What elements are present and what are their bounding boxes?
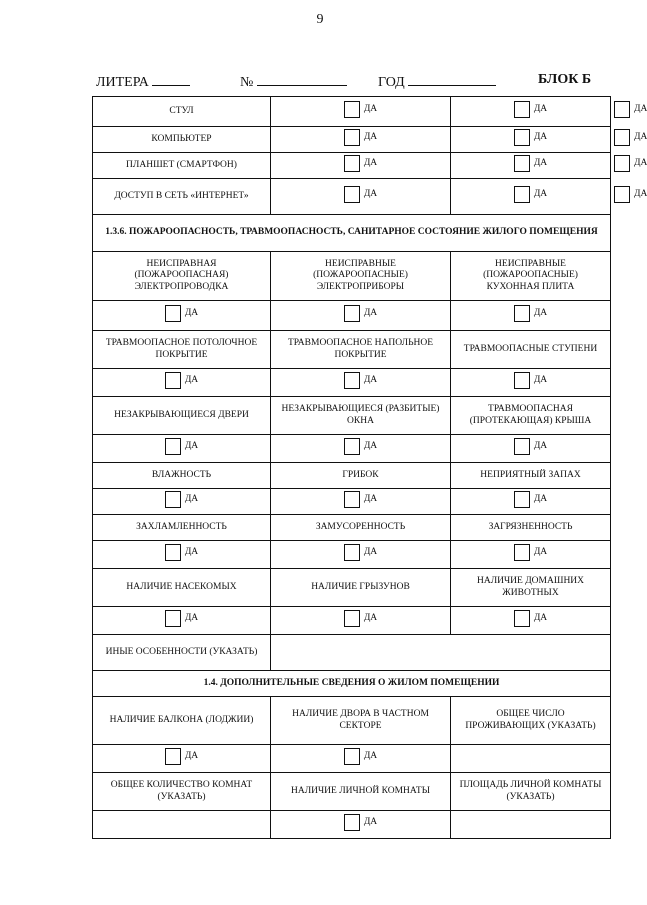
device-label: КОМПЬЮТЕР xyxy=(93,127,271,153)
checkbox-icon[interactable] xyxy=(514,372,530,389)
other-features-label: ИНЫЕ ОСОБЕННОСТИ (УКАЗАТЬ) xyxy=(93,635,271,671)
checkbox-icon[interactable] xyxy=(614,101,630,118)
yes-checkbox[interactable] xyxy=(344,438,377,455)
extra-label-row xyxy=(93,773,611,811)
checkbox-icon[interactable] xyxy=(165,305,181,322)
device-row xyxy=(93,153,611,179)
checkbox-icon[interactable] xyxy=(344,372,360,389)
checkbox-icon[interactable] xyxy=(165,544,181,561)
yes-label: ДА xyxy=(533,440,548,451)
litera-field[interactable] xyxy=(96,72,190,91)
hazard-label-row xyxy=(93,252,611,301)
yes-checkbox[interactable] xyxy=(344,129,377,146)
checkbox-icon[interactable] xyxy=(344,491,360,508)
yes-checkbox[interactable] xyxy=(514,101,547,118)
own-room-checkbox-cell xyxy=(271,811,451,839)
yes-label: ДА xyxy=(634,157,647,168)
checkbox-icon[interactable] xyxy=(514,305,530,322)
yes-label: ДА xyxy=(363,157,378,168)
yes-label: ДА xyxy=(634,131,647,142)
hazard-label-row xyxy=(93,569,611,607)
yes-checkbox-cell xyxy=(451,97,611,127)
survey-table xyxy=(92,96,647,839)
yes-label: ДА xyxy=(363,750,378,761)
device-label: СТУЛ xyxy=(93,97,271,127)
hazard-label: НЕЗАКРЫВАЮЩИЕСЯ ДВЕРИ xyxy=(93,397,271,435)
yes-checkbox[interactable] xyxy=(165,372,198,389)
yes-checkbox-cell xyxy=(93,541,271,569)
yes-checkbox-cell xyxy=(93,369,271,397)
hazard-checkbox-row xyxy=(93,369,611,397)
yes-checkbox-cell xyxy=(271,153,451,179)
hazard-label: ЗАХЛАМЛЕННОСТЬ xyxy=(93,515,271,541)
checkbox-icon[interactable] xyxy=(344,186,360,203)
device-label: ДОСТУП В СЕТЬ «ИНТЕРНЕТ» xyxy=(93,179,271,215)
checkbox-icon[interactable] xyxy=(344,155,360,172)
yes-checkbox-cell xyxy=(451,153,611,179)
hazard-label: НЕИСПРАВНАЯ (ПОЖАРООПАСНАЯ) ЭЛЕКТРОПРОВОДКА xyxy=(93,252,271,301)
yard-label: НАЛИЧИЕ ДВОРА В ЧАСТНОМ СЕКТОРЕ xyxy=(271,697,451,745)
device-label: ПЛАНШЕТ (СМАРТФОН) xyxy=(93,153,271,179)
litera-line xyxy=(152,72,190,86)
hazard-label: НЕИСПРАВНЫЕ (ПОЖАРООПАСНЫЕ) КУХОННАЯ ПЛИТА xyxy=(451,252,611,301)
yes-label: ДА xyxy=(533,493,548,504)
hazard-label-row xyxy=(93,397,611,435)
balcony-label: НАЛИЧИЕ БАЛКОНА (ЛОДЖИИ) xyxy=(93,697,271,745)
hazard-label: НАЛИЧИЕ НАСЕКОМЫХ xyxy=(93,569,271,607)
yes-label: ДА xyxy=(634,103,647,114)
yes-checkbox[interactable] xyxy=(165,491,198,508)
yes-label: ДА xyxy=(363,188,378,199)
hazard-label: НАЛИЧИЕ ГРЫЗУНОВ xyxy=(271,569,451,607)
checkbox-icon[interactable] xyxy=(344,101,360,118)
yes-checkbox[interactable] xyxy=(514,186,547,203)
yes-label: ДА xyxy=(533,546,548,557)
year-field[interactable] xyxy=(378,72,496,91)
yes-checkbox[interactable] xyxy=(344,155,377,172)
yes-label: ДА xyxy=(363,374,378,385)
yes-checkbox[interactable] xyxy=(165,544,198,561)
checkbox-icon[interactable] xyxy=(165,372,181,389)
section-row xyxy=(93,671,611,697)
year-line xyxy=(408,72,496,86)
checkbox-icon[interactable] xyxy=(514,101,530,118)
yes-checkbox[interactable] xyxy=(344,305,377,322)
yes-checkbox-cell xyxy=(93,435,271,463)
yes-label: ДА xyxy=(363,307,378,318)
yes-checkbox[interactable] xyxy=(514,129,547,146)
balcony-yes-checkbox[interactable] xyxy=(165,748,198,765)
number-line xyxy=(257,72,347,86)
yes-label: ДА xyxy=(184,612,199,623)
yes-checkbox[interactable] xyxy=(614,129,647,146)
yes-checkbox-cell xyxy=(451,127,611,153)
yes-checkbox-cell xyxy=(271,127,451,153)
checkbox-icon[interactable] xyxy=(344,129,360,146)
block-label: БЛОК Б xyxy=(538,72,592,87)
yes-label: ДА xyxy=(533,374,548,385)
own-room-area-label: ПЛОЩАДЬ ЛИЧНОЙ КОМНАТЫ (УКАЗАТЬ) xyxy=(451,773,611,811)
hazard-label: ТРАВМООПАСНОЕ НАПОЛЬНОЕ ПОКРЫТИЕ xyxy=(271,331,451,369)
yes-label: ДА xyxy=(363,440,378,451)
own-room-yes-checkbox[interactable] xyxy=(344,814,377,831)
hazard-label-row xyxy=(93,331,611,369)
yes-label: ДА xyxy=(363,103,378,114)
litera-label: ЛИТЕРА xyxy=(96,75,149,90)
device-row xyxy=(93,97,611,127)
yes-checkbox-cell xyxy=(271,97,451,127)
hazard-label: ЗАМУСОРЕННОСТЬ xyxy=(271,515,451,541)
yes-checkbox-cell xyxy=(451,301,611,331)
other-features-input[interactable] xyxy=(271,635,611,671)
checkbox-icon[interactable] xyxy=(344,748,360,765)
hazard-label: ТРАВМООПАСНЫЕ СТУПЕНИ xyxy=(451,331,611,369)
yes-label: ДА xyxy=(363,131,378,142)
yes-checkbox-cell xyxy=(271,301,451,331)
hazard-label: ЗАГРЯЗНЕННОСТЬ xyxy=(451,515,611,541)
hazard-label-row xyxy=(93,463,611,489)
number-field[interactable] xyxy=(240,72,347,91)
checkbox-icon[interactable] xyxy=(344,544,360,561)
yes-label: ДА xyxy=(184,307,199,318)
checkbox-icon[interactable] xyxy=(344,305,360,322)
yes-checkbox-cell xyxy=(271,607,451,635)
yes-checkbox[interactable] xyxy=(614,101,647,118)
yes-label: ДА xyxy=(533,131,548,142)
yes-checkbox[interactable] xyxy=(514,372,547,389)
number-label: № xyxy=(240,75,254,90)
checkbox-icon[interactable] xyxy=(514,186,530,203)
yes-label: ДА xyxy=(363,816,378,827)
hazard-checkbox-row xyxy=(93,301,611,331)
hazard-label: НАЛИЧИЕ ДОМАШНИХ ЖИВОТНЫХ xyxy=(451,569,611,607)
residents-count-input[interactable] xyxy=(451,745,611,773)
yes-checkbox-cell xyxy=(451,435,611,463)
section-row xyxy=(93,215,611,252)
hazard-checkbox-row xyxy=(93,607,611,635)
yes-label: ДА xyxy=(363,612,378,623)
yes-checkbox-cell xyxy=(271,179,451,215)
section-heading-1-3-6: 1.3.6. ПОЖАРООПАСНОСТЬ, ТРАВМООПАСНОСТЬ, САНИТАРНОЕ СОСТОЯНИЕ ЖИЛОГО ПОМЕЩЕНИЯ xyxy=(93,215,611,252)
yes-checkbox[interactable] xyxy=(165,305,198,322)
page-number: 9 xyxy=(316,12,324,27)
checkbox-icon[interactable] xyxy=(165,748,181,765)
device-row xyxy=(93,179,611,215)
hazard-label: ТРАВМООПАСНОЕ ПОТОЛОЧНОЕ ПОКРЫТИЕ xyxy=(93,331,271,369)
yes-label: ДА xyxy=(184,750,199,761)
extra-label-row xyxy=(93,697,611,745)
yes-checkbox-cell xyxy=(93,301,271,331)
yard-checkbox-cell xyxy=(271,745,451,773)
yes-label: ДА xyxy=(184,546,199,557)
yes-checkbox-cell xyxy=(451,369,611,397)
extra-checkbox-row xyxy=(93,745,611,773)
yes-checkbox[interactable] xyxy=(514,438,547,455)
own-room-area-input[interactable] xyxy=(451,811,611,839)
yes-checkbox[interactable] xyxy=(514,155,547,172)
yes-checkbox-cell xyxy=(271,435,451,463)
yes-label: ДА xyxy=(533,188,548,199)
yes-checkbox[interactable] xyxy=(614,155,647,172)
checkbox-icon[interactable] xyxy=(514,129,530,146)
yes-label: ДА xyxy=(184,493,199,504)
yes-checkbox[interactable] xyxy=(344,491,377,508)
extra-checkbox-row xyxy=(93,811,611,839)
hazard-label: ТРАВМООПАСНАЯ (ПРОТЕКАЮЩАЯ) КРЫША xyxy=(451,397,611,435)
section-heading-1-4: 1.4. ДОПОЛНИТЕЛЬНЫЕ СВЕДЕНИЯ О ЖИЛОМ ПОМЕЩЕНИИ xyxy=(93,671,611,697)
yes-checkbox[interactable] xyxy=(344,610,377,627)
hazard-label: НЕЗАКРЫВАЮЩИЕСЯ (РАЗБИТЫЕ) ОКНА xyxy=(271,397,451,435)
hazard-label: НЕПРИЯТНЫЙ ЗАПАХ xyxy=(451,463,611,489)
yes-checkbox-cell xyxy=(451,489,611,515)
checkbox-icon[interactable] xyxy=(514,155,530,172)
checkbox-icon[interactable] xyxy=(614,186,630,203)
yes-label: ДА xyxy=(533,103,548,114)
yes-checkbox[interactable] xyxy=(344,544,377,561)
yes-checkbox[interactable] xyxy=(514,544,547,561)
yes-label: ДА xyxy=(363,546,378,557)
yard-yes-checkbox[interactable] xyxy=(344,748,377,765)
yes-checkbox[interactable] xyxy=(344,186,377,203)
yes-checkbox[interactable] xyxy=(344,372,377,389)
checkbox-icon[interactable] xyxy=(344,610,360,627)
yes-checkbox[interactable] xyxy=(514,491,547,508)
yes-checkbox-cell xyxy=(93,607,271,635)
yes-checkbox[interactable] xyxy=(344,101,377,118)
hazard-label-row xyxy=(93,515,611,541)
device-row xyxy=(93,127,611,153)
year-label: ГОД xyxy=(378,75,405,90)
hazard-checkbox-row xyxy=(93,489,611,515)
yes-checkbox-cell xyxy=(451,179,611,215)
checkbox-icon[interactable] xyxy=(514,544,530,561)
checkbox-icon[interactable] xyxy=(165,491,181,508)
yes-checkbox-cell xyxy=(271,489,451,515)
checkbox-icon[interactable] xyxy=(514,438,530,455)
hazard-label: ВЛАЖНОСТЬ xyxy=(93,463,271,489)
form-header xyxy=(92,72,612,92)
yes-checkbox-cell xyxy=(271,541,451,569)
yes-label: ДА xyxy=(184,440,199,451)
yes-checkbox-cell xyxy=(271,369,451,397)
own-room-label: НАЛИЧИЕ ЛИЧНОЙ КОМНАТЫ xyxy=(271,773,451,811)
hazard-label: НЕИСПРАВНЫЕ (ПОЖАРООПАСНЫЕ) ЭЛЕКТРОПРИБОРЫ xyxy=(271,252,451,301)
yes-label: ДА xyxy=(533,612,548,623)
checkbox-icon[interactable] xyxy=(614,155,630,172)
rooms-count-input[interactable] xyxy=(93,811,271,839)
residents-count-label: ОБЩЕЕ ЧИСЛО ПРОЖИВАЮЩИХ (УКАЗАТЬ) xyxy=(451,697,611,745)
checkbox-icon[interactable] xyxy=(514,610,530,627)
yes-checkbox[interactable] xyxy=(614,186,647,203)
balcony-checkbox-cell xyxy=(93,745,271,773)
rooms-count-label: ОБЩЕЕ КОЛИЧЕСТВО КОМНАТ (УКАЗАТЬ) xyxy=(93,773,271,811)
checkbox-icon[interactable] xyxy=(344,814,360,831)
yes-checkbox[interactable] xyxy=(165,438,198,455)
yes-checkbox-cell xyxy=(451,607,611,635)
yes-label: ДА xyxy=(634,188,647,199)
yes-checkbox[interactable] xyxy=(514,305,547,322)
yes-checkbox[interactable] xyxy=(514,610,547,627)
yes-label: ДА xyxy=(533,157,548,168)
checkbox-icon[interactable] xyxy=(165,438,181,455)
yes-checkbox-cell xyxy=(451,541,611,569)
checkbox-icon[interactable] xyxy=(514,491,530,508)
checkbox-icon[interactable] xyxy=(614,129,630,146)
hazard-checkbox-row xyxy=(93,541,611,569)
yes-checkbox[interactable] xyxy=(165,610,198,627)
hazard-label: ГРИБОК xyxy=(271,463,451,489)
checkbox-icon[interactable] xyxy=(165,610,181,627)
checkbox-icon[interactable] xyxy=(344,438,360,455)
yes-label: ДА xyxy=(533,307,548,318)
other-features-row xyxy=(93,635,611,671)
yes-checkbox-cell xyxy=(93,489,271,515)
yes-label: ДА xyxy=(184,374,199,385)
yes-label: ДА xyxy=(363,493,378,504)
hazard-checkbox-row xyxy=(93,435,611,463)
